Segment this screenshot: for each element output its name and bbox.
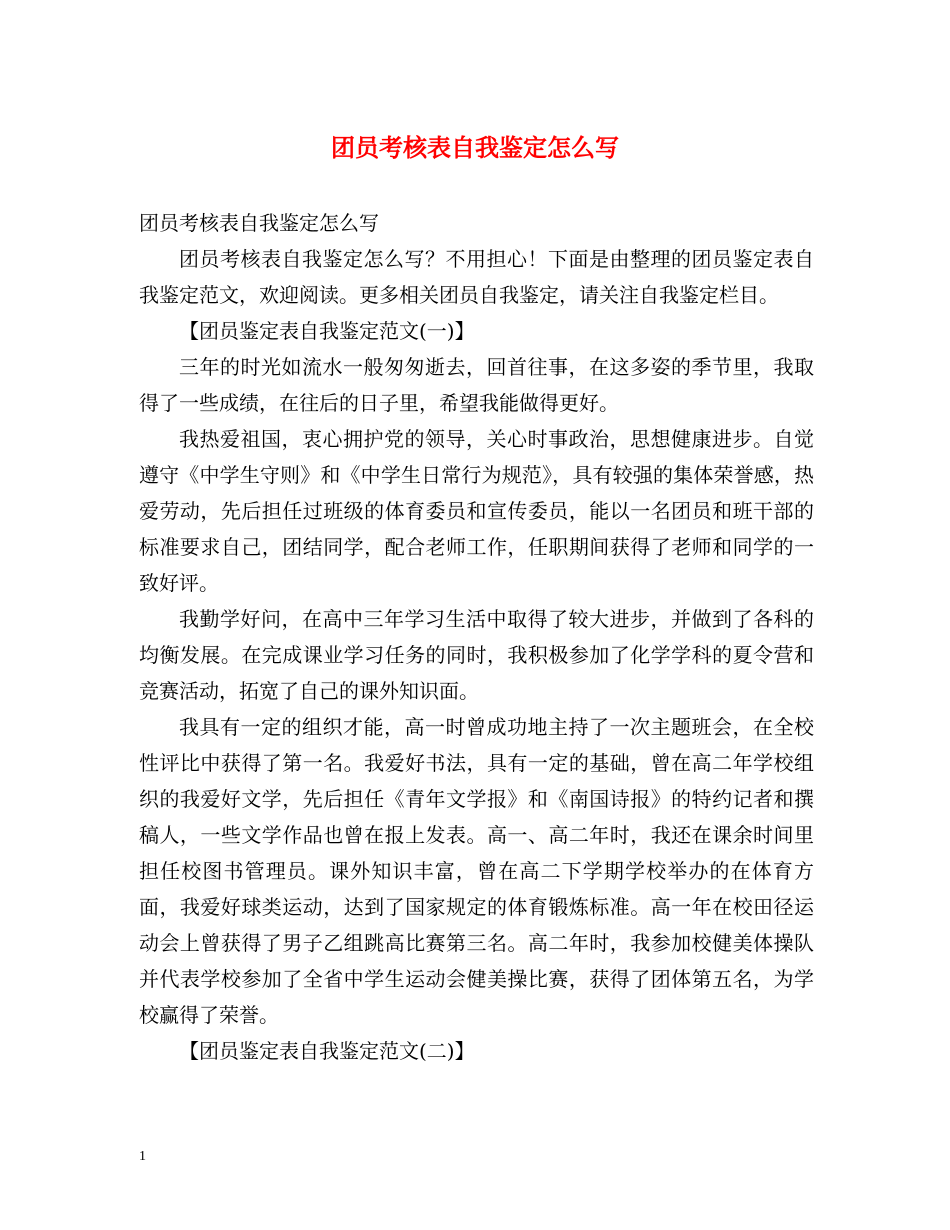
section-heading-2: 【团员鉴定表自我鉴定范文(二)】 [179, 1039, 475, 1063]
paragraph-3: 我勤学好问，在高中三年学习生活中取得了较大进步，并做到了各科的均衡发展。在完成课业学习任务的同时，我积极参加了化学学科的夏令营和竞赛活动，拓宽了自己的课外知识面。 [139, 607, 814, 703]
paragraph-4: 我具有一定的组织才能，高一时曾成功地主持了一次主题班会，在全校性评比中获得了第一名。我爱好书法，具有一定的基础，曾在高二年学校组织的我爱好文学，先后担任《青年文学报》和《南国诗报》的特约记者和撰稿人，一些文学作品也曾在报上发表。高一、高二年时，我还在课余时间里担任校图书管理员。课外知识丰富，曾在高二下学期学校举办的在体育方面，我爱好球类运动，达到了国家规定的体育锻炼标准。高一年在校田径运动会上曾获得了男子乙组跳高比赛第三名。高二年时，我参加校健美体操队并代表学校参加了全省中学生运动会健美操比赛，获得了团体第五名，为学校赢得了荣誉。 [139, 715, 814, 1027]
document-body [139, 205, 814, 1069]
section-heading-1: 【团员鉴定表自我鉴定范文(一)】 [179, 319, 475, 343]
paragraph-2: 我热爱祖国，衷心拥护党的领导，关心时事政治，思想健康进步。自觉遵守《中学生守则》和《中学生日常行为规范》，具有较强的集体荣誉感，热爱劳动，先后担任过班级的体育委员和宣传委员，能以一名团员和班干部的标准要求自己，团结同学，配合老师工作，任职期间获得了老师和同学的一致好评。 [139, 427, 814, 595]
intro-paragraph: 团员考核表自我鉴定怎么写？不用担心！下面是由整理的团员鉴定表自我鉴定范文，欢迎阅读。更多相关团员自我鉴定，请关注自我鉴定栏目。 [139, 247, 814, 307]
document-title: 团员考核表自我鉴定怎么写 [331, 133, 619, 162]
body-heading: 团员考核表自我鉴定怎么写 [139, 211, 379, 235]
paragraph-1: 三年的时光如流水一般匆匆逝去，回首往事，在这多姿的季节里，我取得了一些成绩，在往后的日子里，希望我能做得更好。 [139, 355, 814, 415]
page-number: 1 [139, 1149, 146, 1164]
